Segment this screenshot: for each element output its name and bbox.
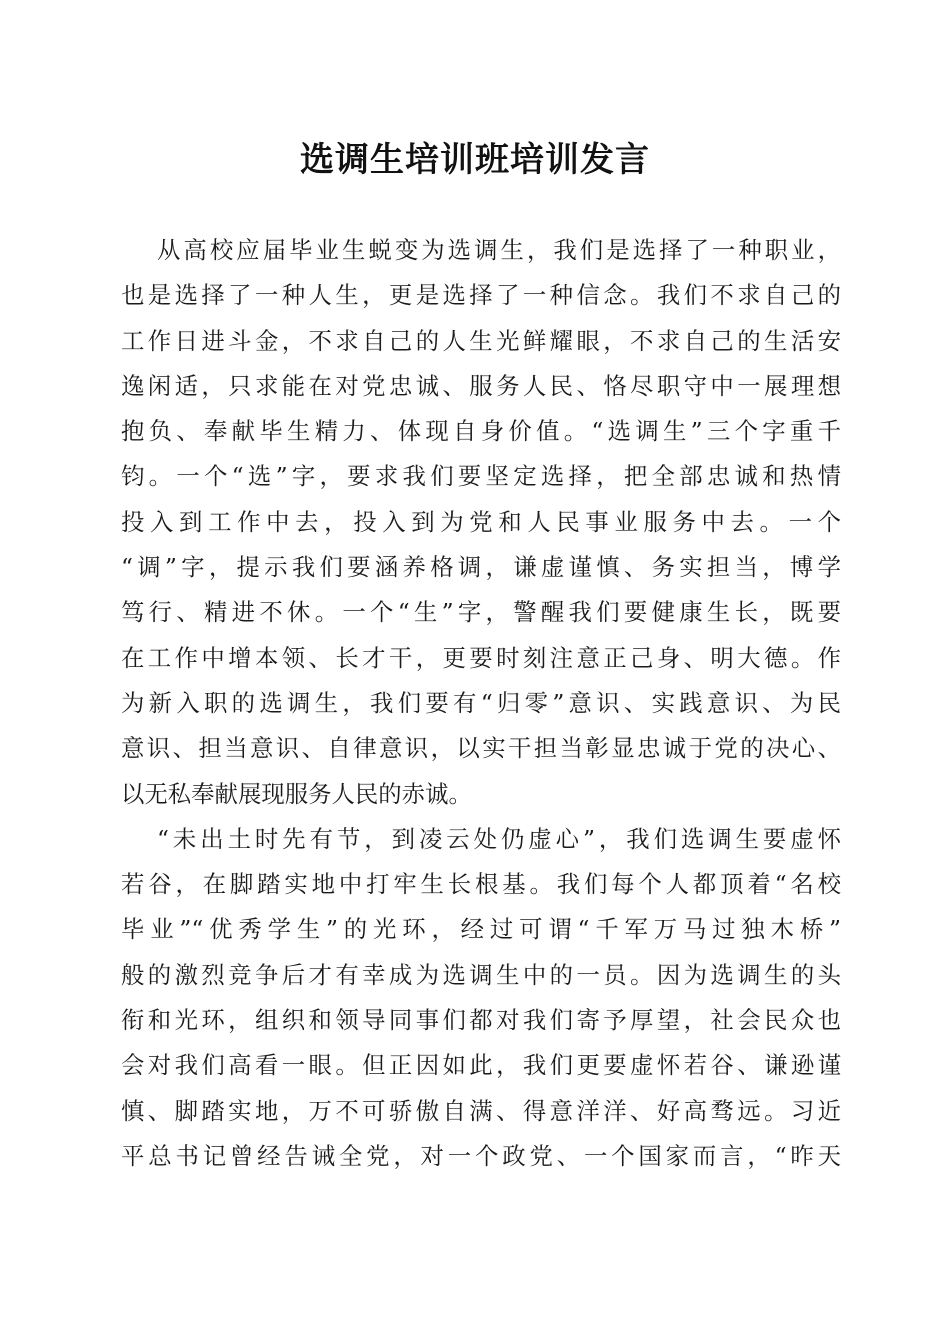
paragraph-line: 平总书记曾经告诫全党，对一个政党、一个国家而言，“昨天 <box>121 1141 841 1170</box>
paragraph-line: 从高校应届毕业生蜕变为选调生，我们是选择了一种职业， <box>157 236 841 264</box>
paragraph-line: 若谷，在脚踏实地中打牢生长根基。我们每个人都顶着“名校 <box>121 870 841 899</box>
paragraph-line: 笃行、精进不休。一个“生”字，警醒我们要健康生长，既要 <box>121 598 841 627</box>
paragraph-line: 为新入职的选调生，我们要有“归零”意识、实践意识、为民 <box>121 688 841 717</box>
paragraph-line: 也是选择了一种人生，更是选择了一种信念。我们不求自己的 <box>121 281 841 310</box>
paragraph-line: 衔和光环，组织和领导同事们都对我们寄予厚望，社会民众也 <box>121 1006 841 1035</box>
paragraph-line: 般的激烈竞争后才有幸成为选调生中的一员。因为选调生的头 <box>121 960 841 989</box>
paragraph-line: 以无私奉献展现服务人民的赤诚。 <box>121 779 472 808</box>
paragraph-line: 工作日进斗金，不求自己的人生光鲜耀眼，不求自己的生活安 <box>121 326 841 355</box>
paragraph-line: 意识、担当意识、自律意识，以实干担当彰显忠诚于党的决心、 <box>121 734 841 763</box>
paragraph-line: 慎、脚踏实地，万不可骄傲自满、得意洋洋、好高骛远。习近 <box>121 1096 841 1125</box>
paragraph-line: 会对我们高看一眼。但正因如此，我们更要虚怀若谷、谦逊谨 <box>121 1051 841 1080</box>
document-body <box>121 228 841 1179</box>
document-title: 选调生培训班培训发言 <box>300 140 650 180</box>
paragraph-line: “未出土时先有节，到凌云处仍虚心”，我们选调生要虚怀 <box>157 824 841 853</box>
paragraph-line: 投入到工作中去，投入到为党和人民事业服务中去。一个 <box>121 507 841 536</box>
paragraph-line: 抱负、奉献毕生精力、体现自身价值。“选调生”三个字重千 <box>121 417 841 446</box>
paragraph-line: 毕业”“优秀学生”的光环，经过可谓“千军万马过独木桥” <box>121 915 841 944</box>
paragraph-line: 逸闲适，只求能在对党忠诚、服务人民、恪尽职守中一展理想 <box>121 371 841 400</box>
paragraph-line: 钧。一个“选”字，要求我们要坚定选择，把全部忠诚和热情 <box>121 462 841 491</box>
paragraph-line: 在工作中增本领、长才干，更要时刻注意正己身、明大德。作 <box>121 643 841 672</box>
paragraph-line: “调”字，提示我们要涵养格调，谦虚谨慎、务实担当，博学 <box>121 553 841 582</box>
